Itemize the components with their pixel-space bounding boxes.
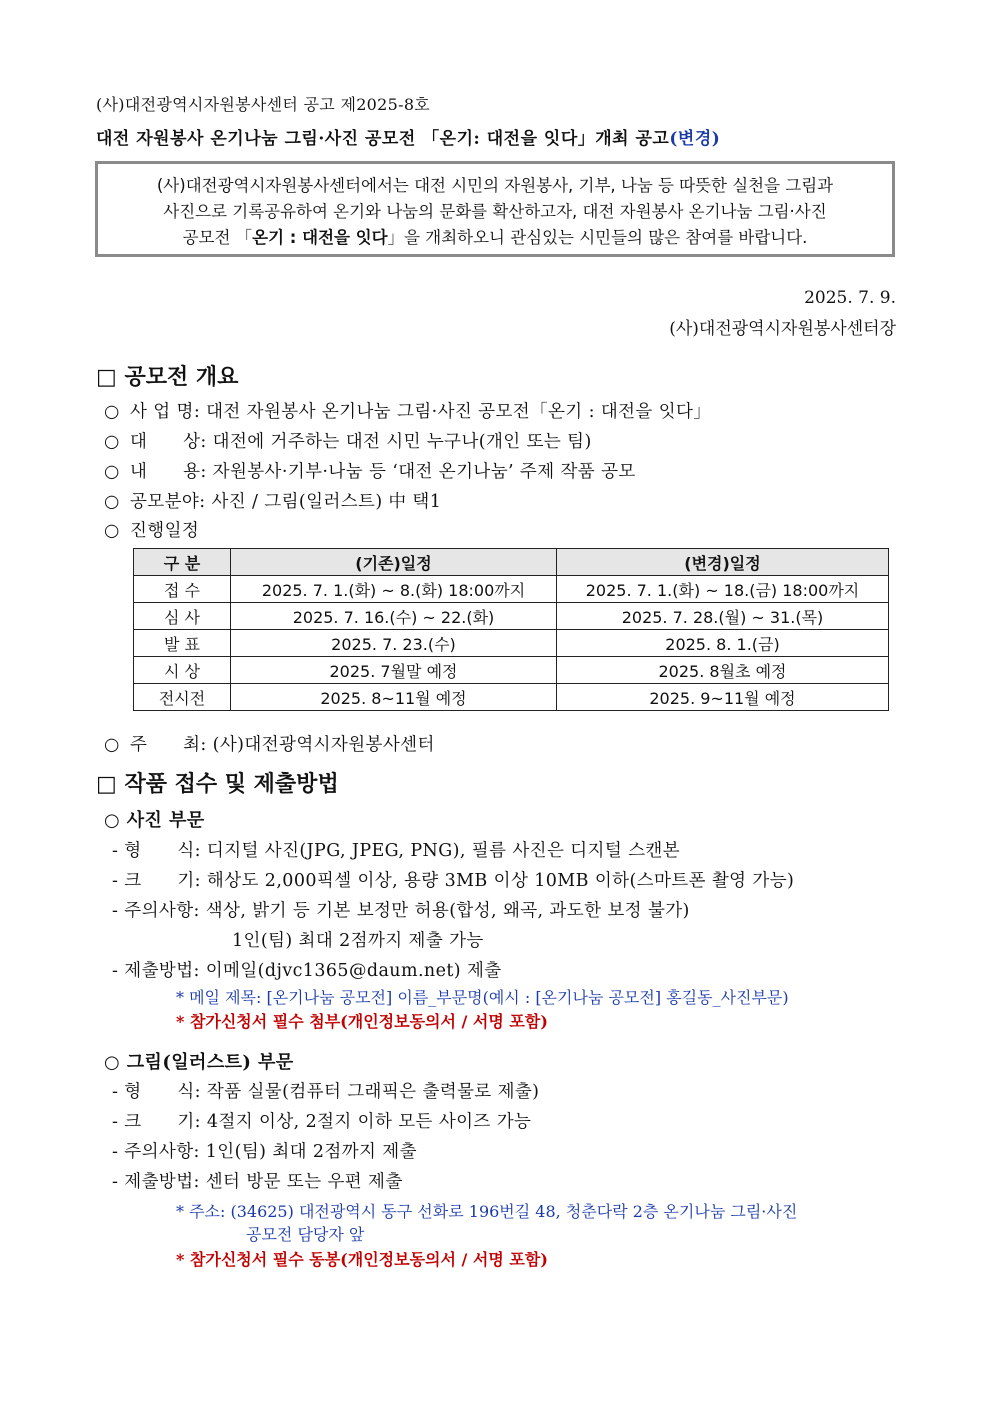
signature-org: (사)대전광역시자원봉사센터장: [669, 319, 896, 339]
table-cell: 2025. 8월초 예정: [557, 657, 889, 684]
overview-item: [104, 428, 592, 453]
overview-item: [104, 488, 441, 513]
section-heading-overview: □ 공모전 개요: [96, 365, 239, 390]
drawing-required-note: * 참가신청서 필수 동봉(개인정보동의서 / 서명 포함): [176, 1250, 548, 1269]
drawing-section-title: ○ 그림(일러스트) 부문: [104, 1052, 294, 1073]
photo-mail-note: * 메일 제목: [온기나눔 공모전] 이름_부문명(예시 : [온기나눔 공모전] 홍길동_사진부문): [176, 988, 789, 1007]
table-cell: 2025. 7. 28.(월) ~ 31.(목): [557, 603, 889, 630]
notice-number: (사)대전광역시자원봉사센터 공고 제2025-8호: [96, 95, 431, 114]
table-row: [134, 576, 889, 603]
photo-section-title: ○ 사진 부문: [104, 810, 205, 831]
circle-bullet: ○: [104, 521, 120, 541]
table-header-cell: 구 분: [134, 549, 231, 576]
table-cell: 2025. 7. 1.(화) ~ 18.(금) 18:00까지: [557, 576, 889, 603]
drawing-caution: - 주의사항: 1인(팀) 최대 2점까지 제출: [112, 1142, 417, 1162]
table-row: [134, 657, 889, 684]
table-header-row: [134, 549, 889, 576]
table-cell: 2025. 8~11월 예정: [231, 684, 557, 711]
drawing-method: - 제출방법: 센터 방문 또는 우편 제출: [112, 1172, 403, 1192]
table-cell: 2025. 7. 23.(수): [231, 630, 557, 657]
table-cell: 2025. 7월말 예정: [231, 657, 557, 684]
table-cell: 전시전: [134, 684, 231, 711]
circle-bullet: ○: [104, 432, 120, 452]
schedule-table: [133, 548, 889, 711]
table-cell: 발 표: [134, 630, 231, 657]
circle-bullet: ○: [104, 402, 120, 422]
overview-item-text: 사 업 명: 대전 자원봉사 온기나눔 그림·사진 공모전「온기 : 대전을 잇다」: [130, 402, 712, 422]
table-header-cell: (기존)일정: [231, 549, 557, 576]
intro-line: [98, 225, 892, 251]
drawing-format: - 형 식: 작품 실물(컴퓨터 그래픽은 출력물로 제출): [112, 1082, 540, 1102]
overview-item-text: 공모분야: 사진 / 그림(일러스트) 中 택1: [130, 492, 442, 512]
notice-date: 2025. 7. 9.: [804, 288, 896, 308]
table-cell: 시 상: [134, 657, 231, 684]
intro-text: 」을 개최하오니 관심있는 시민들의 많은 참여를 바랍니다.: [387, 228, 808, 247]
title-text: 대전 자원봉사 온기나눔 그림·사진 공모전 「온기: 대전을 잇다」개최 공고: [96, 129, 670, 149]
photo-caution: - 주의사항: 색상, 밝기 등 기본 보정만 허용(합성, 왜곡, 과도한 보정 불가): [112, 901, 690, 921]
drawing-address-note-cont: 공모전 담당자 앞: [246, 1225, 365, 1244]
contest-name: 온기 : 대전을 잇다: [252, 228, 388, 247]
photo-required-note: * 참가신청서 필수 첨부(개인정보동의서 / 서명 포함): [176, 1012, 548, 1031]
table-row: [134, 630, 889, 657]
circle-bullet: ○: [104, 492, 120, 512]
page-title: [96, 124, 720, 149]
overview-item: [104, 398, 711, 423]
circle-bullet: ○: [104, 735, 120, 755]
photo-caution-limit: 1인(팀) 최대 2점까지 제출 가능: [232, 931, 484, 951]
overview-item: [104, 458, 636, 483]
intro-text: 공모전 「: [182, 228, 253, 247]
table-cell: 2025. 7. 16.(수) ~ 22.(화): [231, 603, 557, 630]
table-cell: 2025. 7. 1.(화) ~ 8.(화) 18:00까지: [231, 576, 557, 603]
table-cell: 접 수: [134, 576, 231, 603]
intro-box: [95, 161, 895, 257]
circle-bullet: ○: [104, 462, 120, 482]
overview-item-text: 진행일정: [130, 521, 200, 541]
overview-item: [104, 517, 199, 542]
intro-line: (사)대전광역시자원봉사센터에서는 대전 시민의 자원봉사, 기부, 나눔 등 따뜻한 실천을 그림과: [156, 176, 834, 195]
table-cell: 심 사: [134, 603, 231, 630]
overview-item: [104, 731, 435, 756]
intro-line: 사진으로 기록공유하여 온기와 나눔의 문화를 확산하고자, 대전 자원봉사 온기나눔 그림·사진: [163, 202, 827, 221]
section-heading-submission: □ 작품 접수 및 제출방법: [96, 772, 339, 797]
photo-size: - 크 기: 해상도 2,000픽셀 이상, 용량 3MB 이상 10MB 이하(스마트폰 촬영 가능): [112, 871, 795, 891]
photo-format: - 형 식: 디지털 사진(JPG, JPEG, PNG), 필름 사진은 디지털 스캔본: [112, 841, 681, 861]
overview-item-text: 주 최: (사)대전광역시자원봉사센터: [130, 735, 435, 755]
overview-item-text: 대 상: 대전에 거주하는 대전 시민 누구나(개인 또는 팀): [130, 432, 592, 452]
drawing-size: - 크 기: 4절지 이상, 2절지 이하 모든 사이즈 가능: [112, 1112, 532, 1132]
title-change-tag: (변경): [669, 129, 721, 149]
table-row: [134, 603, 889, 630]
table-row: [134, 684, 889, 711]
table-cell: 2025. 8. 1.(금): [557, 630, 889, 657]
drawing-address-note: * 주소: (34625) 대전광역시 동구 선화로 196번길 48, 청춘다락 2층 온기나눔 그림·사진: [176, 1202, 798, 1221]
table-header-cell: (변경)일정: [557, 549, 889, 576]
overview-item-text: 내 용: 자원봉사·기부·나눔 등 ‘대전 온기나눔’ 주제 작품 공모: [130, 462, 636, 482]
photo-method: - 제출방법: 이메일(djvc1365@daum.net) 제출: [112, 961, 502, 981]
table-cell: 2025. 9~11월 예정: [557, 684, 889, 711]
